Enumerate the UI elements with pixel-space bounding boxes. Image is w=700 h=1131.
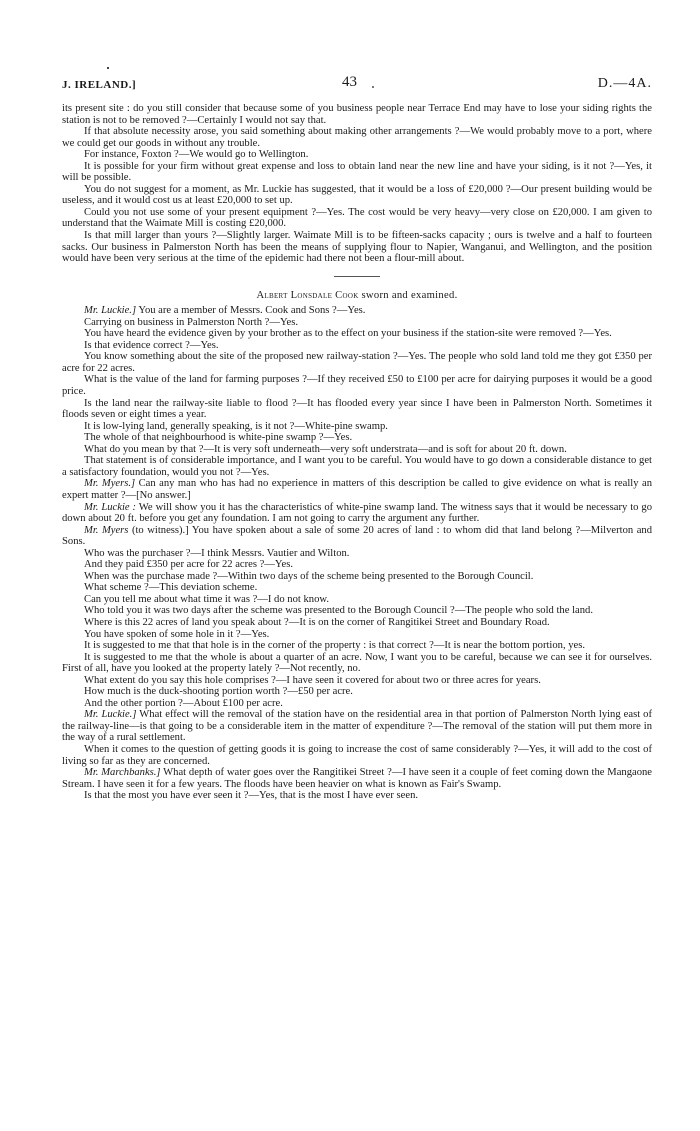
testimony-paragraph [62,398,652,421]
paragraph-text: What scheme ?—This deviation scheme. [84,582,258,594]
testimony-paragraph [62,161,652,184]
paragraph-text: You have spoken of some hole in it ?—Yes. [84,628,270,640]
paragraph-text: You know something about the site of the proposed new railway-station ?—Yes. The people who sold land told me they got £350 per acre for 22 acres. [62,351,652,374]
testimony-paragraph [62,103,652,126]
paragraph-text: Where is this 22 acres of land you speak about ?—It is on the corner of Rangitikei Street and Boundary Road. [84,616,550,628]
paragraph-text: What is the value of the land for farming purposes ?—If they received £50 to £100 per acre for dairying purposes it would be a good price. [62,374,652,398]
paragraph-text: What do you mean by that ?—It is very soft underneath—very soft understrata—and is soft for about 20 ft. down. [84,443,567,455]
paragraph-text: Is that mill larger than yours ?—Slightly larger. Waimate Mill is to be fifteen-sacks capacity ; ours is twelve and a half to fourteen sacks. Our business in Palmerston North has been the means of supplying flour to Napier, Wanganui, and Wellington, and the position would have been very serious at the time of the epidemic had there not been a flour-mill about. [62,230,652,265]
paragraph-text: Who told you it was two days after the scheme was presented to the Borough Council ?—The people who sold the land. [84,605,593,617]
testimony-paragraph [62,605,652,617]
testimony-paragraph [62,351,652,374]
section-divider [334,276,380,277]
testimony-paragraph [62,374,652,397]
paragraph-text: Is the land near the railway-site liable to flood ?—It has flooded every year since I have been in Palmerston North. Sometimes it floods seven or eight times a year. [62,397,652,421]
testimony-paragraph [62,502,652,525]
paragraph-text: We will show you it has the characteristics of white-pine swamp land. The witness says that it would be necessary to go down about 20 ft. before you get any foundation. I am not going to carry the argument any further. [62,501,652,525]
paragraph-text: Is that the most you have ever seen it ?—Yes, that is the most I have ever seen. [84,790,419,802]
paragraph-text: You have heard the evidence given by your brother as to the effect on your business if the station-site were removed ?—Yes. [84,328,612,340]
paragraph-text: And the other portion ?—About £100 per acre. [84,697,283,709]
testimony-paragraph [62,790,652,802]
paragraph-text: If that absolute necessity arose, you said something about making other arrangements ?—We would probably move to a port, where we could get our goods in without any trouble. [62,126,652,149]
paragraph-text: Can any man who has had no experience in matters of this description be called to give evidence on what is really an expert matter ?—[No answer.] [62,478,652,501]
testimony-paragraph [62,686,652,698]
paragraph-text: Who was the purchaser ?—I think Messrs. Vautier and Wilton. [84,547,350,559]
paragraph-text: You are a member of Messrs. Cook and Sons ?—Yes. [136,305,366,317]
paragraph-text: You do not suggest for a moment, as Mr. Luckie has suggested, that it would be a loss of £20,000 ?—Our present building would be useless, and it would cost us at least £20,000 to set up. [62,183,652,207]
testimony-paragraph [62,455,652,478]
testimony-paragraph [62,594,652,606]
testimony-paragraph [62,149,652,161]
testimony-paragraph [62,698,652,710]
testimony-paragraph [62,675,652,687]
speaker-label: Mr. Luckie : [84,501,137,513]
testimony-paragraph [62,328,652,340]
testimony-paragraph [62,305,652,317]
paragraph-text: Is that evidence correct ?—Yes. [84,339,219,351]
testimony-paragraph [62,525,652,548]
testimony-paragraph [62,709,652,744]
speck-mark [107,67,109,69]
previous-testimony [62,103,652,265]
witness-name: Albert Lonsdale Cook [256,289,359,301]
document-reference: D.—4A. [597,76,652,91]
paragraph-text: When was the purchase made ?—Within two days of the scheme being presented to the Borough Council. [84,570,534,582]
paragraph-text: And they paid £350 per acre for 22 acres ?—Yes. [84,559,293,571]
testimony-paragraph [62,444,652,456]
running-header [62,76,652,94]
testimony-paragraph [62,548,652,560]
testimony-paragraph [62,478,652,501]
testimony-paragraph [62,629,652,641]
testimony-paragraph [62,340,652,352]
paragraph-text: For instance, Foxton ?—We would go to Wellington. [84,149,309,161]
testimony-paragraph [62,559,652,571]
document-body [62,103,652,802]
paragraph-text: What extent do you say this hole comprises ?—I have seen it covered for about two or three acres for years. [84,674,541,686]
paragraph-text: Can you tell me about what time it was ?—I do not know. [84,593,329,605]
page-number: 43 [342,74,357,90]
testimony-paragraph [62,767,652,790]
witness-heading [62,290,652,302]
header-witness: J. IRELAND.] [62,79,137,91]
paragraph-text: That statement is of considerable importance, and I want you to be careful. You would have to go down a considerable distance to get a satisfactory foundation, would you not ?—Yes. [62,455,652,478]
speaker-label: Mr. Myers.] [84,478,136,490]
paragraph-text: It is low-lying land, generally speaking, is it not ?—White-pine swamp. [84,420,388,432]
witness-heading-suffix: sworn and examined. [358,289,458,301]
speaker-label: Mr. Luckie.] [84,709,137,721]
testimony-paragraph [62,317,652,329]
paragraph-text: How much is the duck-shooting portion worth ?—£50 per acre. [84,686,353,698]
testimony-paragraph [62,126,652,149]
paragraph-text: The whole of that neighbourhood is white-pine swamp ?—Yes. [84,432,353,444]
testimony-paragraph [62,230,652,265]
examination-testimony [62,305,652,802]
paragraph-text: It is suggested to me that the whole is about a quarter of an acre. Now, I want you to be careful, because we can see it for ourselves. First of all, have you looked at the property lately ?—Not recently, no. [62,651,652,675]
testimony-paragraph [62,640,652,652]
speaker-label: Mr. Myers [84,524,129,536]
testimony-paragraph [62,652,652,675]
testimony-paragraph [62,432,652,444]
testimony-paragraph [62,421,652,433]
paragraph-text: its present site : do you still consider that because some of you business people near Terrace End may have to lose your siding rights the station is not to be removed ?—Certainly I would not say that. [62,103,652,126]
paragraph-text: It is possible for your firm without great expense and loss to obtain land near the new line and have your siding, is it not ?—Yes, it will be possible. [62,160,652,184]
paragraph-text: Carrying on business in Palmerston North ?—Yes. [84,316,299,328]
paragraph-text: It is suggested to me that that hole is in the corner of the property : is that correct ?—It is near the bottom portion, yes. [84,640,586,652]
paragraph-text: When it comes to the question of getting goods it is going to increase the cost of same considerably ?—Yes, it will add to the cost of living so far as they are concerned. [62,743,652,767]
paragraph-text: Could you not use some of your present equipment ?—Yes. The cost would be very heavy—very close on £20,000. I am given to understand that the Waimate Mill is costing £20,000. [62,206,652,230]
testimony-paragraph [62,184,652,207]
paragraph-text: (to witness).] You have spoken about a sale of some 20 acres of land : to whom did that land belong ?—Milverton and Sons. [62,524,652,548]
speaker-label: Mr. Luckie.] [84,305,137,317]
paragraph-text: What effect will the removal of the station have on the residential area in that portion of Palmerston North lying east of the railway-line—is that going to be a considerable item in the matter of expenditure ?—The removal of the station will put them more in the way of a rural settlement. [62,709,652,744]
testimony-paragraph [62,744,652,767]
testimony-paragraph [62,617,652,629]
paragraph-text: What depth of water goes over the Rangitikei Street ?—I have seen it a couple of feet coming down the Mangaone Stream. I have seen it for a few years. The floods have been heavier on what is known as Fair's Swamp. [62,767,652,790]
testimony-paragraph [62,582,652,594]
speaker-label: Mr. Marchbanks.] [84,767,161,779]
testimony-paragraph [62,207,652,230]
testimony-paragraph [62,571,652,583]
